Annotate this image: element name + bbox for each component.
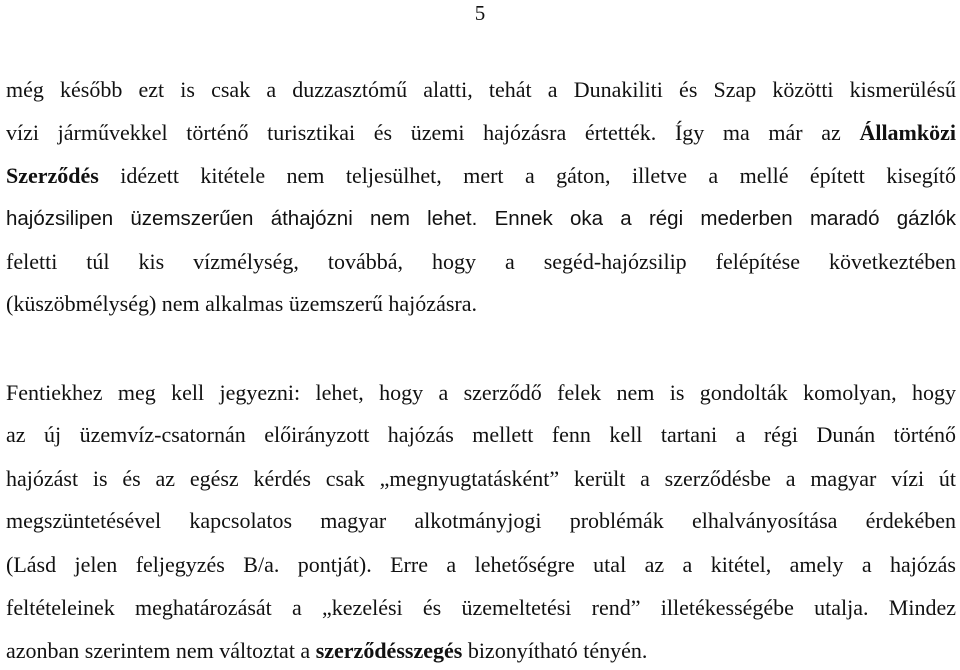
text-line: hajózást is és az egész kérdés csak „megnyugtatásként” került a szerződésbe a magyar vízi út: [6, 466, 956, 491]
text-line: [6, 637, 956, 665]
text-span: bizonyítható tényén.: [462, 638, 648, 663]
bold-term: Szerződés: [6, 163, 99, 188]
text-line: [6, 204, 956, 233]
text-line: [6, 162, 956, 190]
text-line: [6, 119, 956, 147]
text-span: azonban szerintem nem változtat a: [6, 638, 316, 663]
sans-text-span: hajózsilipen üzemszerűen áthajózni nem lehet.: [6, 207, 478, 230]
text-span: idézett kitétele nem teljesülhet, mert a gáton, illetve a mellé épített kisegítő: [98, 163, 956, 188]
sans-text-span: Ennek oka a régi mederben maradó gázlók: [477, 207, 956, 230]
text-line: még később ezt is csak a duzzasztómű alatti, tehát a Dunakiliti és Szap közötti kismerülésű: [6, 77, 956, 102]
text-line: Fentiekhez meg kell jegyezni: lehet, hogy a szerződő felek nem is gondolták komolyan, hogy: [6, 380, 956, 405]
bold-term: szerződésszegés: [315, 638, 463, 663]
text-line: (küszöbmélység) nem alkalmas üzemszerű hajózásra.: [6, 291, 477, 316]
text-span: vízi járművekkel történő turisztikai és üzemi hajózásra értették. Így ma már az: [6, 120, 860, 145]
page-number: 5: [474, 1, 486, 25]
bold-term: Államközi: [859, 120, 956, 145]
text-line: az új üzemvíz-csatornán előirányzott hajózás mellett fenn kell tartani a régi Dunán történő: [6, 422, 956, 447]
text-line: feltételeinek meghatározását a „kezelési és üzemeltetési rend” illetékességébe utalja. Mindez: [6, 595, 956, 620]
text-line: megszüntetésével kapcsolatos magyar alkotmányjogi problémák elhalványosítása érdekében: [6, 508, 956, 533]
text-line: feletti túl kis vízmélység, továbbá, hogy a segéd-hajózsilip felépítése következtében: [6, 249, 956, 274]
text-line: (Lásd jelen feljegyzés B/a. pontját). Erre a lehetőségre utal az a kitétel, amely a hajózás: [6, 552, 956, 577]
